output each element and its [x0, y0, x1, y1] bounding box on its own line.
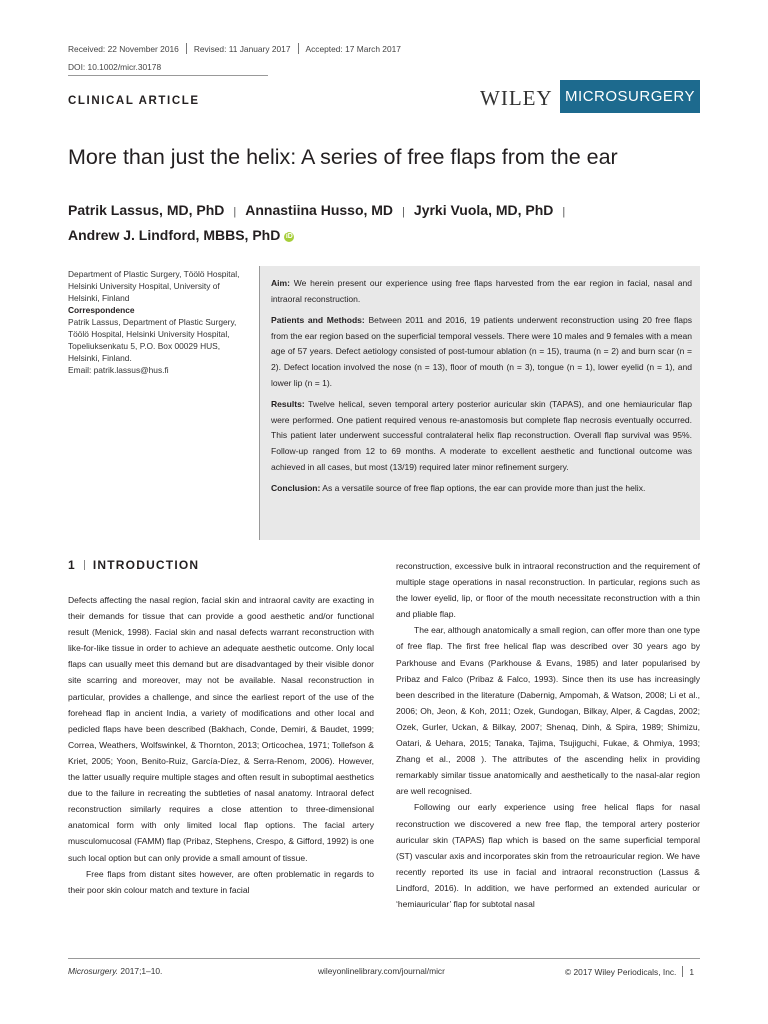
abstract-text: Between 2011 and 2016, 19 patients underwent reconstruction using 20 free flaps from the ear region based on the superficial temporal vessels. There were 10 males and 9 females with a mean age of 57 years. Defect aetiology consisted of post-tumour ablation (n = 15), trauma (n = 2) and burn scar (n = 2). Defect location involved the nose (n = 13), floor of mouth (n = 3), tongue (n = 1), lower eyelid (n = 1), and lower lip (n = 1).: [271, 315, 693, 388]
author-list-line2: [68, 227, 294, 243]
paragraph: reconstruction, excessive bulk in intraoral reconstruction and the requirement of multiple stage operations in nasal reconstruction. In particular, regions such as the lower eyelid, lip, or floor of the mouth necessitate reconstruction with a thin and pliable flap.: [396, 561, 700, 620]
abstract-label: Patients and Methods:: [271, 315, 365, 326]
accepted-date: Accepted: 17 March 2017: [305, 44, 401, 54]
abstract-methods: [271, 313, 692, 391]
author-list: [68, 202, 574, 218]
abstract-text: Twelve helical, seven temporal artery posterior auricular skin (TAPAS), and one hemiauricular flap were performed. One patient required venous re-anastomosis but complete flap necrosis eventually occurred. This patient later underwent successful contralateral helix flap reconstruction. Overall flap survival was 95%. Follow-up ranged from 12 to 69 months. A moderate to excellent aesthetic and functional outcome was achieved in all cases, but most (13/19) required later minor refinement surgery.: [271, 399, 692, 472]
author-name[interactable]: Andrew J. Lindford, MBBS, PhD: [68, 227, 281, 243]
article-title: More than just the helix: A series of free flaps from the ear: [68, 145, 618, 169]
paragraph: Free flaps from distant sites however, are often problematic in regards to their poor skin colour match and texture in facial: [68, 868, 374, 895]
abstract-results: [271, 397, 692, 475]
section-heading: [68, 558, 199, 572]
doi[interactable]: DOI: 10.1002/micr.30178: [68, 62, 162, 72]
affiliation-text: Department of Plastic Surgery, Töölö Hospital, Helsinki University Hospital, University of Helsinki, Finland: [68, 269, 240, 303]
footer-copyright: [565, 966, 694, 977]
header-rule: [68, 75, 268, 76]
footer-url[interactable]: wileyonlinelibrary.com/journal/micr: [318, 966, 445, 976]
divider: [84, 560, 85, 570]
abstract-label: Results:: [271, 399, 305, 410]
abstract-box: [259, 266, 700, 540]
abstract-label: Conclusion:: [271, 483, 321, 494]
received-date: Received: 22 November 2016: [68, 44, 179, 54]
body-column-left: [68, 592, 374, 898]
author-separator: |: [233, 206, 237, 218]
affiliation-block: [68, 268, 248, 376]
revised-date: Revised: 11 January 2017: [193, 44, 291, 54]
abstract-text: As a versatile source of free flap options, the ear can provide more than just the helix.: [322, 483, 646, 494]
section-title: INTRODUCTION: [92, 558, 200, 572]
abstract-rule: [259, 266, 260, 540]
abstract-aim: [271, 276, 692, 307]
author-separator: |: [402, 206, 405, 218]
citation-text: 2017;1–10.: [118, 966, 163, 976]
author-name[interactable]: Annastiina Husso, MD: [245, 202, 394, 218]
divider: [682, 966, 683, 977]
journal-logo: MICROSURGERY: [560, 80, 700, 113]
author-name[interactable]: Patrik Lassus, MD, PhD: [68, 202, 225, 218]
publisher-logo: WILEY: [480, 86, 553, 110]
author-separator: |: [562, 206, 566, 218]
footer-rule: [68, 958, 700, 959]
orcid-icon[interactable]: iD: [285, 233, 293, 240]
section-number: 1: [68, 558, 76, 572]
correspondence-heading: Correspondence: [68, 305, 135, 315]
body-column-right: [396, 558, 700, 912]
copyright-text: © 2017 Wiley Periodicals, Inc.: [565, 967, 677, 977]
abstract-text: We herein present our experience using free flaps harvested from the ear region in facial, nasal and intraoral reconstruction.: [271, 278, 692, 304]
paragraph: Following our early experience using free helical flaps for nasal reconstruction we discovered a new free flap, the temporal artery posterior auricular skin (TAPAS) flap which is based on the same superficial temporal (ST) vascular axis and incorporates skin from the retroauricular region. We have recently reported its use in facial and intraoral reconstruction (Lassus & Lindford, 2016). In addition, we have performed an extended auricular or ‘hemiauricular’ flap for subtotal nasal: [396, 802, 700, 909]
paragraph: The ear, although anatomically a small region, can offer more than one type of free flap. The first free helical flap was described over 30 years ago by Parkhouse and Evans (Parkhouse & Evans, 1985) and later popularised by Pribaz and Falco (Pribaz & Falco, 1993). Since then its use has increasingly been described in the literature (Dabernig, Ampomah, & Watson, 2008; Li et al., 2006; Oh, Jeon, & Koh, 2011; Ozek, Gundogan, Bilkay, Alper, & Cagdas, 2002; Ozek, Gurler, Uckan, & Bilkay, 2007; Shenaq, Dinh, & Spira, 1989; Shimizu, Oatari, & Uehara, 2015; Tanaka, Tajima, Tsujiguchi, Fukae, & Ohmiya, 1993; Zhang et al., 2008 ). The attributes of the ascending helix in providing remarkably similar tissue anatomically and aesthetically to the nasal-alar region are well recognised.: [396, 625, 700, 797]
divider: [186, 43, 187, 54]
author-name[interactable]: Jyrki Vuola, MD, PhD: [413, 202, 554, 218]
journal-name: Microsurgery.: [68, 966, 119, 976]
paragraph: Defects affecting the nasal region, facial skin and intraoral cavity are exacting in their demands for tissue that can provide a good aesthetic and/or functional result (Menick, 1998). Facial skin and nasal defects warrant reconstruction with like-for-like tissue in order to achieve an adequate aesthetic outcome. Only local flaps can usually meet this demand but are disadvantaged by their visible donor site scarring and moreover, may not be available. Nasal reconstruction in particular, provides a challenge, and since the earliest report of the use of the forehead flap in ancient India, a variety of modifications and other local and pedicled flaps have been described (Bakhach, Conde, Demiri, & Baudet, 1999; Correa, Weathers, Wolfswinkel, & Thornton, 2013; Orticochea, 1971; Tollefson & Kriet, 2005; Yoon, Benito-Ruiz, García-Díez, & Serra-Renom, 2006). However, the latter usually require multiple stages and often result in suboptimal aesthetics due to the failure in recreating the subtleties of nasal anatomy. Intraoral defect reconstruction similarly requires a close attention to three-dimensional anatomical form with only limited local flap options. The facial artery musculomucosal (FAMM) flap (Pribaz, Stephens, Crespo, & Gifford, 1992) is one such local option but can only provide a small amount of tissue.: [68, 595, 374, 863]
footer-citation: [68, 966, 162, 976]
article-dates: [68, 43, 401, 54]
page-number: 1: [689, 967, 695, 977]
correspondence-email[interactable]: Email: patrik.lassus@hus.fi: [68, 365, 169, 375]
correspondence-address: Patrik Lassus, Department of Plastic Surgery, Töölö Hospital, Helsinki University Hospital, Topeliuksenkatu 5, P.O. Box 00029 HUS, Helsinki, Finland.: [68, 317, 237, 363]
abstract-conclusion: [271, 481, 692, 497]
article-type: CLINICAL ARTICLE: [68, 95, 200, 107]
divider: [298, 43, 299, 54]
abstract-label: Aim:: [271, 278, 290, 288]
